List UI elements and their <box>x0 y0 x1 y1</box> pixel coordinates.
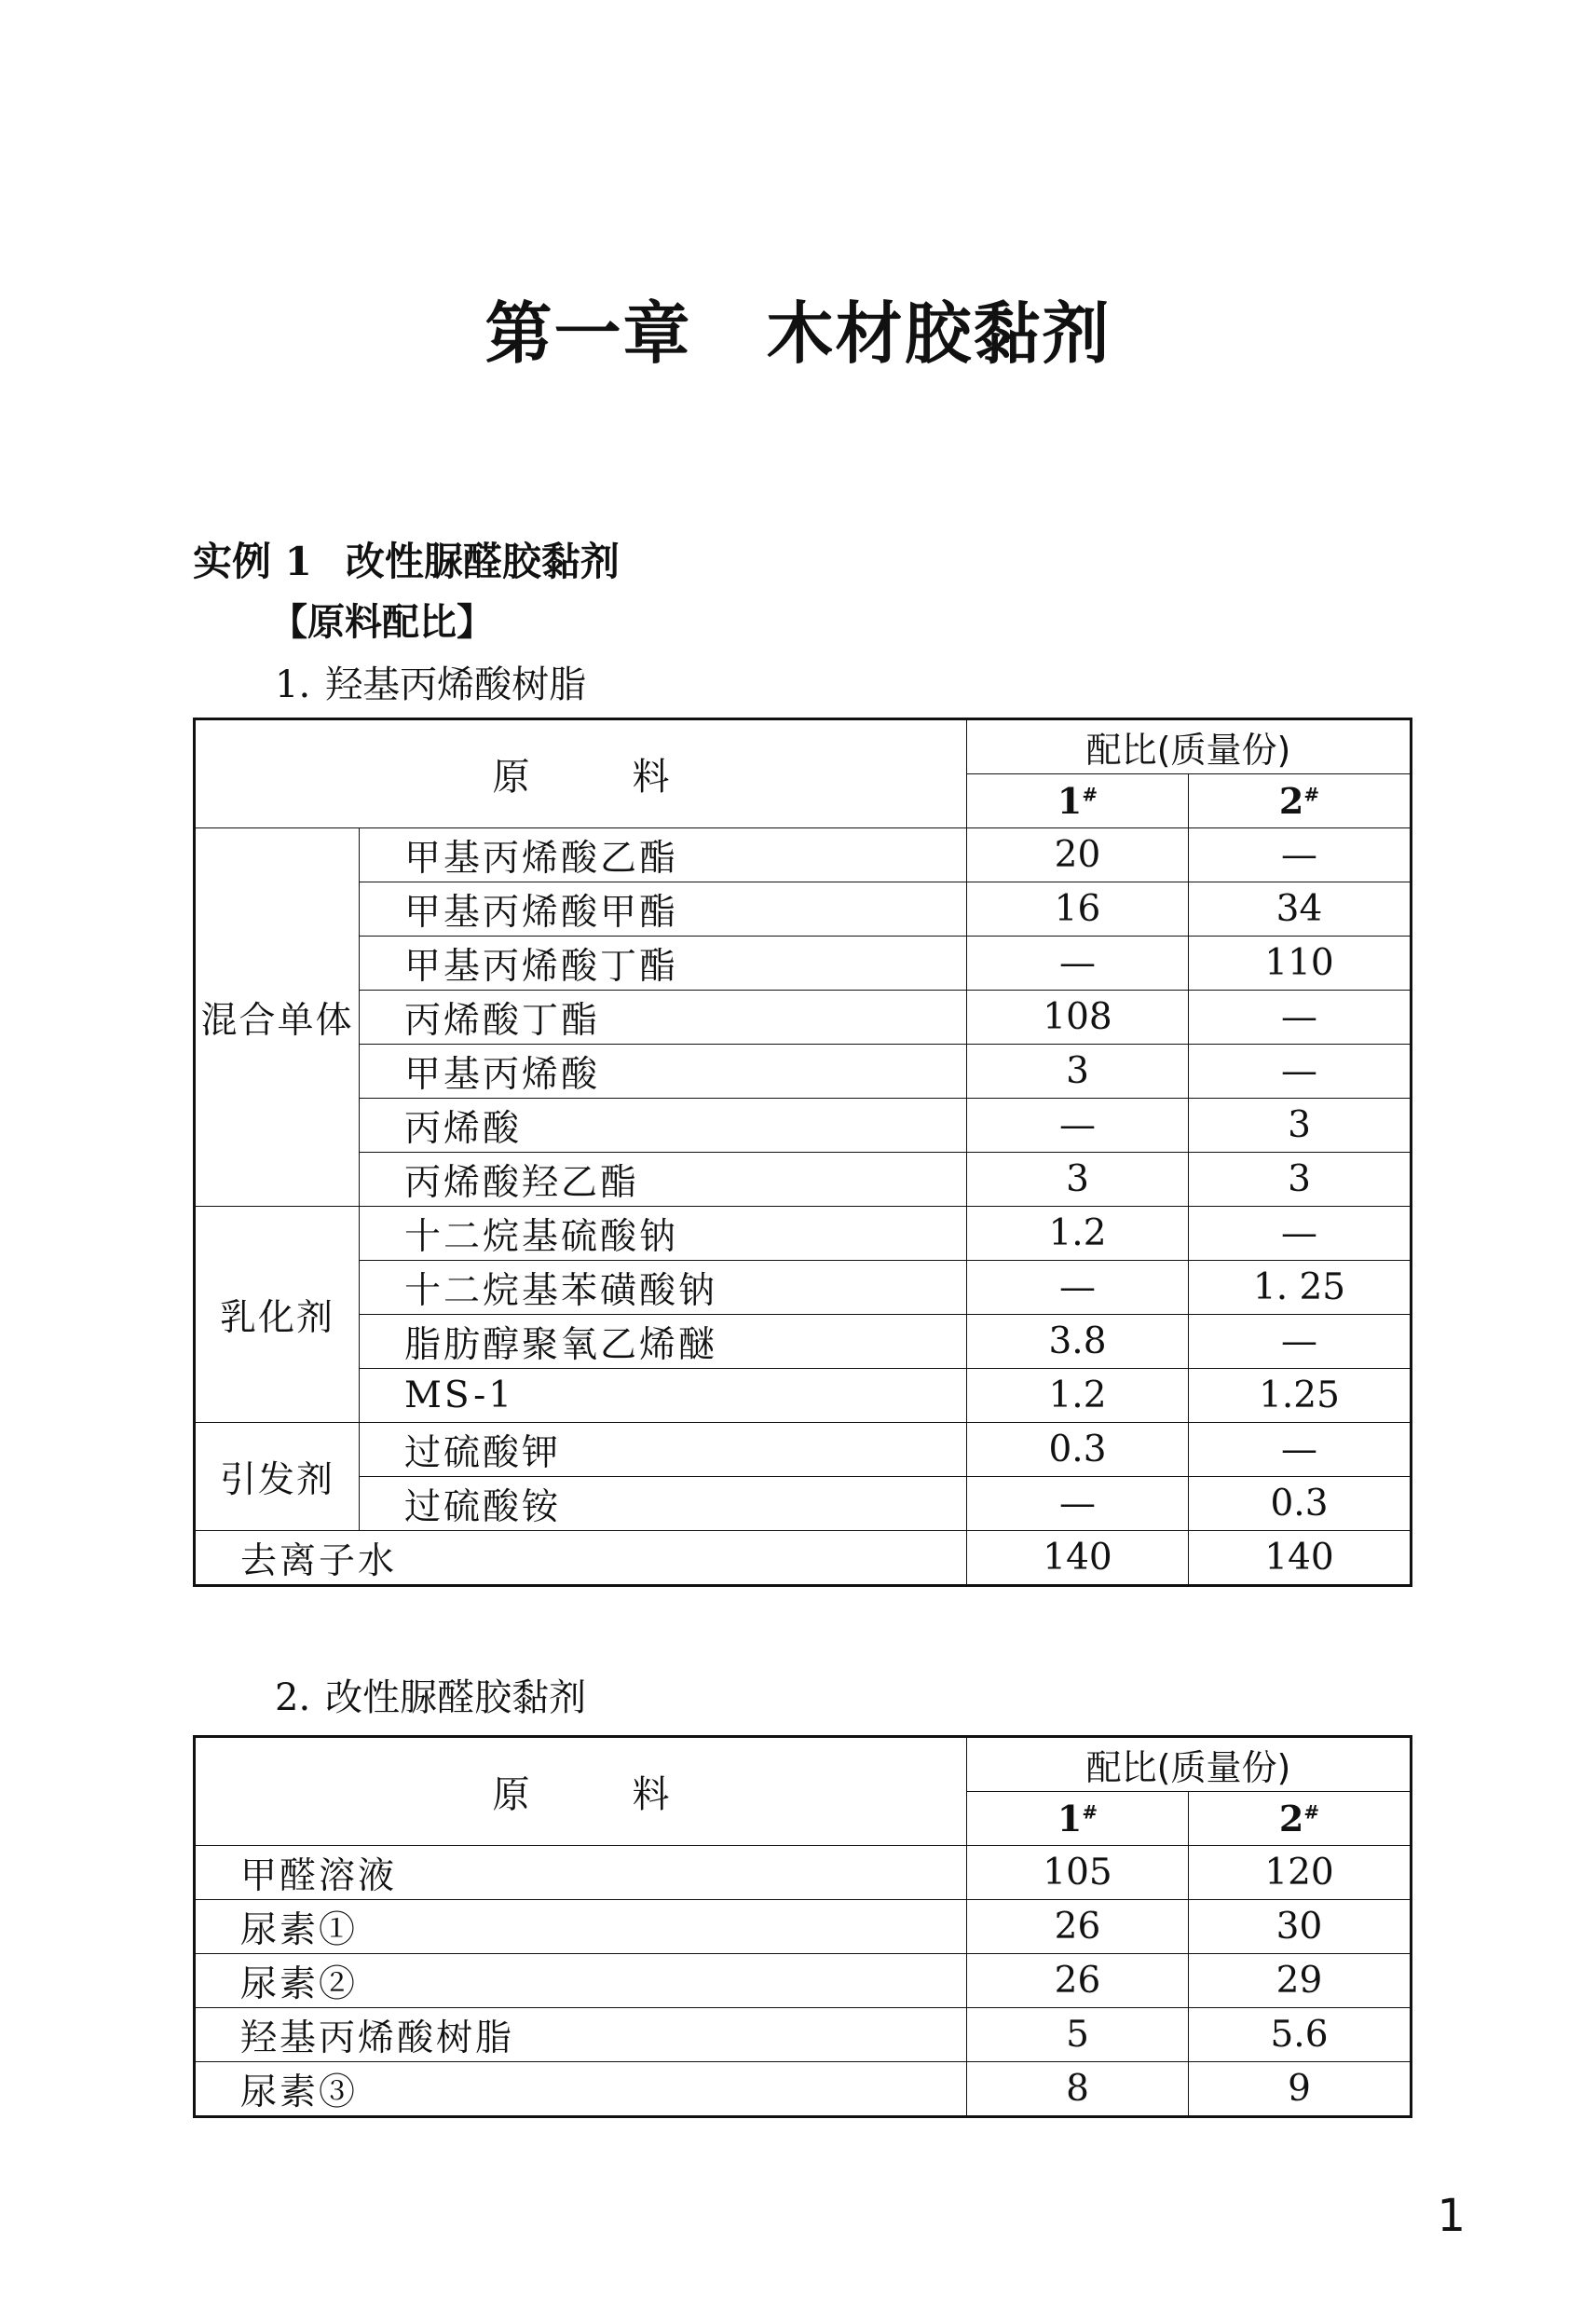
table1-heading <box>275 655 586 708</box>
ratio-value-1: 3 <box>967 1153 1189 1207</box>
ratio-value-2: 120 <box>1189 1846 1412 1900</box>
table-row <box>195 1099 1412 1153</box>
group-label: 引发剂 <box>195 1423 360 1531</box>
table-row <box>195 1531 1412 1586</box>
ratio-value-1: 140 <box>967 1531 1189 1586</box>
ratio-value-2: 1. 25 <box>1189 1261 1412 1315</box>
table-row <box>195 1954 1412 2008</box>
table2-heading-num: 2. <box>275 1676 311 1719</box>
ratio-value-1: 5 <box>967 2008 1189 2062</box>
material-name: 过硫酸铵 <box>360 1477 967 1531</box>
ratio-value-2: — <box>1189 1315 1412 1369</box>
material-name: 十二烷基苯磺酸钠 <box>360 1261 967 1315</box>
col2-label: 2 <box>1278 1798 1304 1839</box>
table-row <box>195 2062 1412 2117</box>
material-name: 丙烯酸 <box>360 1099 967 1153</box>
table-row <box>195 1207 1412 1261</box>
ratio-value-1: — <box>967 1261 1189 1315</box>
ratio-value-2: 34 <box>1189 882 1412 937</box>
material-name: MS-1 <box>360 1369 967 1423</box>
material-name: 过硫酸钾 <box>360 1423 967 1477</box>
ratio-value-1: — <box>967 937 1189 991</box>
table1-header-material <box>195 719 967 828</box>
ratio-value-2: 110 <box>1189 937 1412 991</box>
material-name: 丙烯酸羟乙酯 <box>360 1153 967 1207</box>
ratio-value-1: 1.2 <box>967 1207 1189 1261</box>
header-material-a: 原 <box>492 756 530 799</box>
material-name: 去离子水 <box>195 1531 967 1586</box>
ratio-value-1: 3.8 <box>967 1315 1189 1369</box>
ratio-value-1: 26 <box>967 1954 1189 2008</box>
ratio-value-2: 3 <box>1189 1153 1412 1207</box>
section-label: 【原料配比】 <box>270 601 494 644</box>
table-row <box>195 1315 1412 1369</box>
material-name: 甲基丙烯酸丁酯 <box>360 937 967 991</box>
table-row <box>195 1846 1412 1900</box>
table-row <box>195 991 1412 1045</box>
table1-body <box>195 828 1412 1586</box>
col1-label: 1 <box>1057 780 1083 822</box>
header-material-b: 料 <box>632 1773 670 1816</box>
table2-header-row <box>195 1737 1412 1792</box>
ratio-value-2: 1.25 <box>1189 1369 1412 1423</box>
ratio-value-2: 0.3 <box>1189 1477 1412 1531</box>
table-row <box>195 828 1412 882</box>
example-label: 实例 1 <box>193 539 312 584</box>
ratio-value-1: 108 <box>967 991 1189 1045</box>
group-label: 混合单体 <box>195 828 360 1207</box>
table2-body <box>195 1846 1412 2117</box>
ratio-value-1: 20 <box>967 828 1189 882</box>
table1-heading-num: 1. <box>275 663 311 706</box>
col1-label: 1 <box>1057 1798 1083 1839</box>
ratio-value-2: 9 <box>1189 2062 1412 2117</box>
table2-heading-text: 改性脲醛胶黏剂 <box>325 1676 587 1719</box>
ratio-value-2: 29 <box>1189 1954 1412 2008</box>
ratio-value-2: — <box>1189 1207 1412 1261</box>
table1-header-col1 <box>967 774 1189 828</box>
ratio-value-2: — <box>1189 1045 1412 1099</box>
table2-header-col2 <box>1189 1792 1412 1846</box>
table2-heading <box>275 1668 586 1721</box>
material-name: 尿素② <box>195 1954 967 2008</box>
material-name: 羟基丙烯酸树脂 <box>195 2008 967 2062</box>
material-name: 甲醛溶液 <box>195 1846 967 1900</box>
table2-header-ratio: 配比(质量份) <box>967 1737 1412 1792</box>
col1-mark: # <box>1082 783 1098 806</box>
chapter-name: 木材胶黏剂 <box>766 294 1112 373</box>
table-row <box>195 1423 1412 1477</box>
material-name: 十二烷基硫酸钠 <box>360 1207 967 1261</box>
ratio-value-2: — <box>1189 991 1412 1045</box>
table1 <box>193 718 1412 1587</box>
table-row <box>195 1900 1412 1954</box>
ratio-value-2: 3 <box>1189 1099 1412 1153</box>
example-name: 改性脲醛胶黏剂 <box>345 539 620 584</box>
chapter-number: 第一章 <box>484 294 692 373</box>
table1-heading-text: 羟基丙烯酸树脂 <box>325 663 587 706</box>
ratio-value-1: — <box>967 1477 1189 1531</box>
ratio-value-1: 8 <box>967 2062 1189 2117</box>
ratio-value-1: 105 <box>967 1846 1189 1900</box>
ratio-value-1: 3 <box>967 1045 1189 1099</box>
table-row <box>195 1369 1412 1423</box>
material-name: 甲基丙烯酸甲酯 <box>360 882 967 937</box>
ratio-value-1: 26 <box>967 1900 1189 1954</box>
material-name: 甲基丙烯酸 <box>360 1045 967 1099</box>
table1-header-ratio: 配比(质量份) <box>967 719 1412 774</box>
material-name: 尿素① <box>195 1900 967 1954</box>
col1-mark: # <box>1082 1800 1098 1824</box>
table2-header-material <box>195 1737 967 1846</box>
table-row <box>195 1261 1412 1315</box>
table2-header-col1 <box>967 1792 1189 1846</box>
col2-mark: # <box>1303 783 1320 806</box>
ratio-value-1: 0.3 <box>967 1423 1189 1477</box>
ratio-value-2: 30 <box>1189 1900 1412 1954</box>
table-row <box>195 1153 1412 1207</box>
material-name: 尿素③ <box>195 2062 967 2117</box>
group-label: 乳化剂 <box>195 1207 360 1423</box>
ratio-value-1: — <box>967 1099 1189 1153</box>
chapter-title <box>0 280 1596 376</box>
material-name: 丙烯酸丁酯 <box>360 991 967 1045</box>
ratio-value-1: 1.2 <box>967 1369 1189 1423</box>
ratio-value-1: 16 <box>967 882 1189 937</box>
table-row <box>195 1477 1412 1531</box>
table-row <box>195 2008 1412 2062</box>
table2 <box>193 1735 1412 2118</box>
ratio-value-2: 140 <box>1189 1531 1412 1586</box>
page-number: 1 <box>1437 2190 1466 2242</box>
ratio-value-2: — <box>1189 828 1412 882</box>
header-material-b: 料 <box>632 756 670 799</box>
col2-mark: # <box>1303 1800 1320 1824</box>
ratio-value-2: — <box>1189 1423 1412 1477</box>
material-name: 脂肪醇聚氧乙烯醚 <box>360 1315 967 1369</box>
table-row <box>195 882 1412 937</box>
table1-header-col2 <box>1189 774 1412 828</box>
header-material-a: 原 <box>492 1773 530 1816</box>
table-row <box>195 937 1412 991</box>
material-name: 甲基丙烯酸乙酯 <box>360 828 967 882</box>
table1-header-row <box>195 719 1412 774</box>
ratio-value-2: 5.6 <box>1189 2008 1412 2062</box>
example-title <box>193 531 620 587</box>
col2-label: 2 <box>1278 780 1304 822</box>
table-row <box>195 1045 1412 1099</box>
